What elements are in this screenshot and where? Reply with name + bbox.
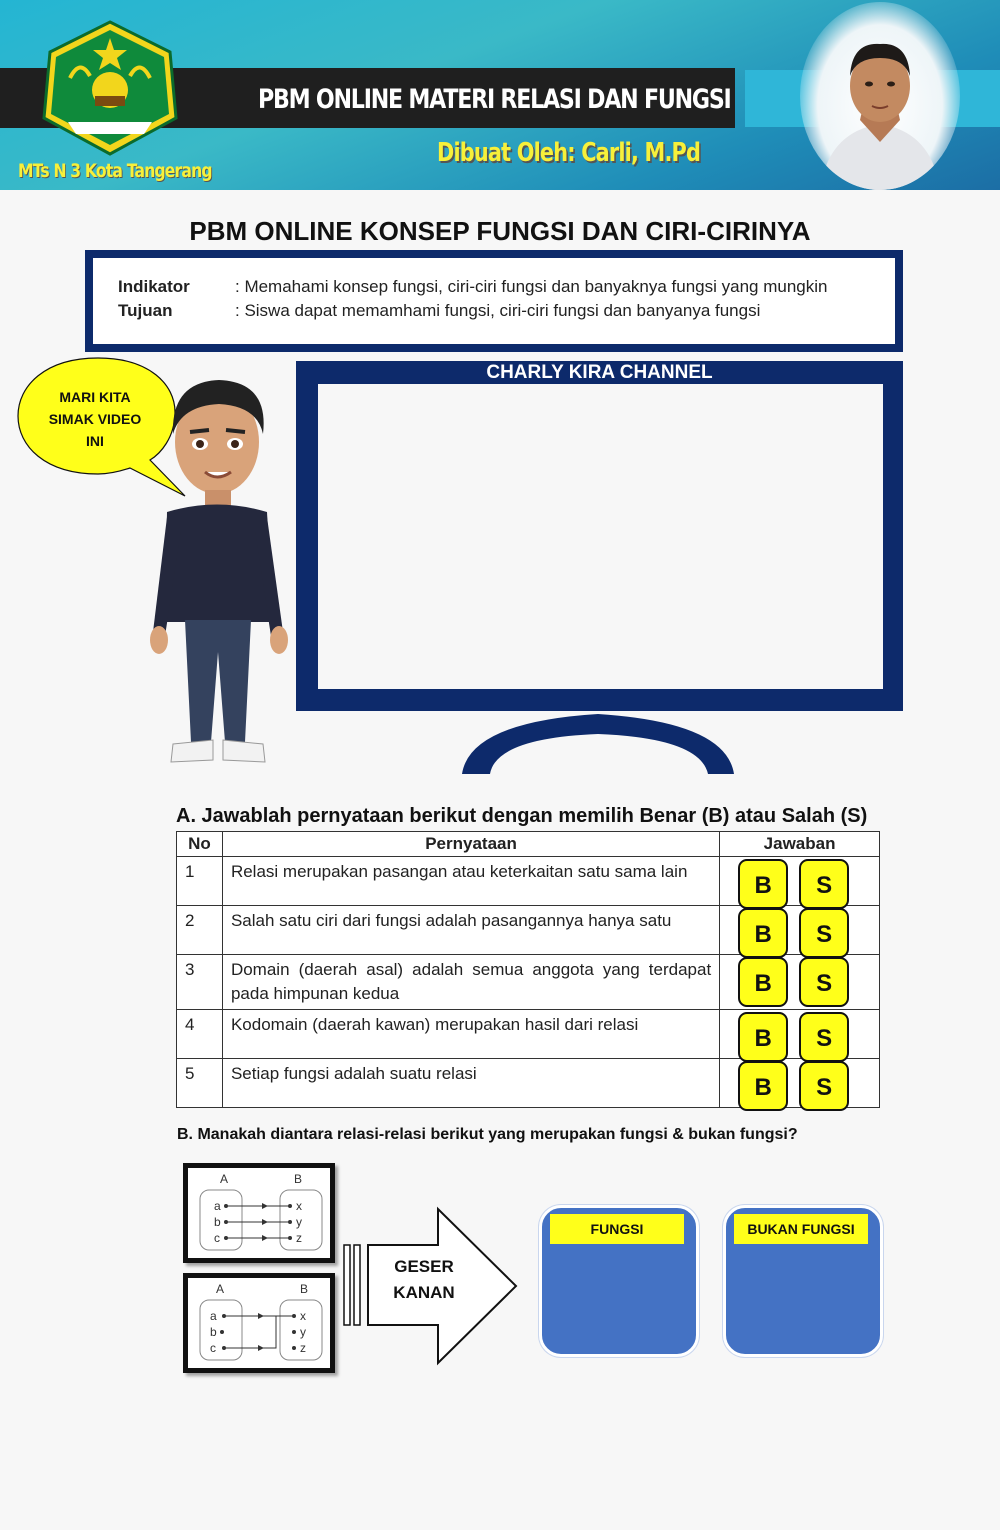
relation-card-2[interactable] [183,1273,335,1373]
drop-zone-bukan-fungsi-label: BUKAN FUNGSI [734,1214,868,1244]
banner-title: PBM ONLINE MATERI RELASI DAN FUNGSI [258,84,731,115]
answer-true-button[interactable]: B [738,908,788,958]
answer-cell [720,1059,880,1108]
drop-zone-fungsi[interactable] [539,1205,699,1357]
header-no: No [177,832,223,857]
banner-school: MTs N 3 Kota Tangerang [18,160,212,182]
answer-false-button[interactable]: S [799,908,849,958]
row-statement: Setiap fungsi adalah suatu relasi [222,1059,719,1108]
codomain-element: x [300,1309,306,1323]
header-statement: Pernyataan [222,832,719,857]
row-number: 1 [177,857,223,906]
indikator-text: : Memahami konsep fungsi, ciri-ciri fungsi dan banyaknya fungsi yang mungkin [235,277,828,296]
domain-element: b [214,1215,221,1229]
domain-element: a [210,1309,217,1323]
relation-diagram [188,1278,330,1368]
table-row [177,955,880,1010]
codomain-element: z [296,1231,302,1245]
answer-cell [720,955,880,1010]
answer-false-button[interactable]: S [799,957,849,1007]
domain-element: a [214,1199,221,1213]
set-b-label: B [300,1282,309,1296]
drag-instruction: GESER KANAN [393,1257,455,1302]
info-box [85,250,903,352]
indikator-row [118,277,827,297]
true-false-table [176,831,880,1108]
relation-card-1[interactable] [183,1163,335,1263]
answer-cell [720,906,880,955]
answer-true-button[interactable]: B [738,859,788,909]
row-statement: Domain (daerah asal) adalah semua anggota yang terdapat pada himpunan kedua [222,955,719,1010]
answer-false-button[interactable]: S [799,1012,849,1062]
tujuan-row [118,301,760,321]
header-banner [0,0,1000,190]
header-answer: Jawaban [720,832,880,857]
answer-true-button[interactable]: B [738,1061,788,1111]
answer-true-button[interactable]: B [738,1012,788,1062]
codomain-element: z [300,1341,306,1355]
tujuan-label: Tujuan [118,301,173,320]
row-number: 3 [177,955,223,1010]
row-number: 4 [177,1010,223,1059]
tujuan-text: : Siswa dapat memamhami fungsi, ciri-ciri fungsi dan banyanya fungsi [235,301,761,320]
banner-author: Dibuat Oleh: Carli, M.Pd [437,138,701,168]
author-photo [800,2,960,190]
section-b-title: B. Manakah diantara relasi-relasi berikut yang merupakan fungsi & bukan fungsi? [177,1126,798,1143]
bubble-text: MARI KITA SIMAK VIDEO INI [48,389,142,449]
row-statement: Kodomain (daerah kawan) merupakan hasil dari relasi [222,1010,719,1059]
answer-cell [720,857,880,906]
drop-zone-fungsi-label: FUNGSI [550,1214,684,1244]
video-channel-title: CHARLY KIRA CHANNEL [486,362,713,383]
indikator-label: Indikator [118,277,190,296]
codomain-element: y [296,1215,302,1229]
avatar-character [145,372,295,772]
row-number: 5 [177,1059,223,1108]
relation-diagram [188,1168,330,1258]
codomain-element: x [296,1199,302,1213]
section-a-title: A. Jawablah pernyataan berikut dengan memilih Benar (B) atau Salah (S) [176,805,868,827]
answer-false-button[interactable]: S [799,1061,849,1111]
table-row [177,1059,880,1108]
set-a-label: A [216,1282,225,1296]
answer-false-button[interactable]: S [799,859,849,909]
page-title: PBM ONLINE KONSEP FUNGSI DAN CIRI-CIRINYA [189,216,811,246]
table-row [177,1010,880,1059]
domain-element: c [210,1341,216,1355]
drop-zone-bukan-fungsi[interactable] [723,1205,883,1357]
school-logo [40,18,180,158]
table-row [177,906,880,955]
domain-element: b [210,1325,217,1339]
set-b-label: B [294,1172,303,1186]
answer-true-button[interactable]: B [738,957,788,1007]
codomain-element: y [300,1325,306,1339]
video-frame [296,361,903,711]
row-number: 2 [177,906,223,955]
row-statement: Relasi merupakan pasangan atau keterkaitan satu sama lain [222,857,719,906]
table-header-row [177,832,880,857]
answer-cell [720,1010,880,1059]
monitor-stand [460,704,736,774]
table-row [177,857,880,906]
set-a-label: A [220,1172,229,1186]
domain-element: c [214,1231,220,1245]
row-statement: Salah satu ciri dari fungsi adalah pasangannya hanya satu [222,906,719,955]
video-player[interactable] [318,384,883,689]
